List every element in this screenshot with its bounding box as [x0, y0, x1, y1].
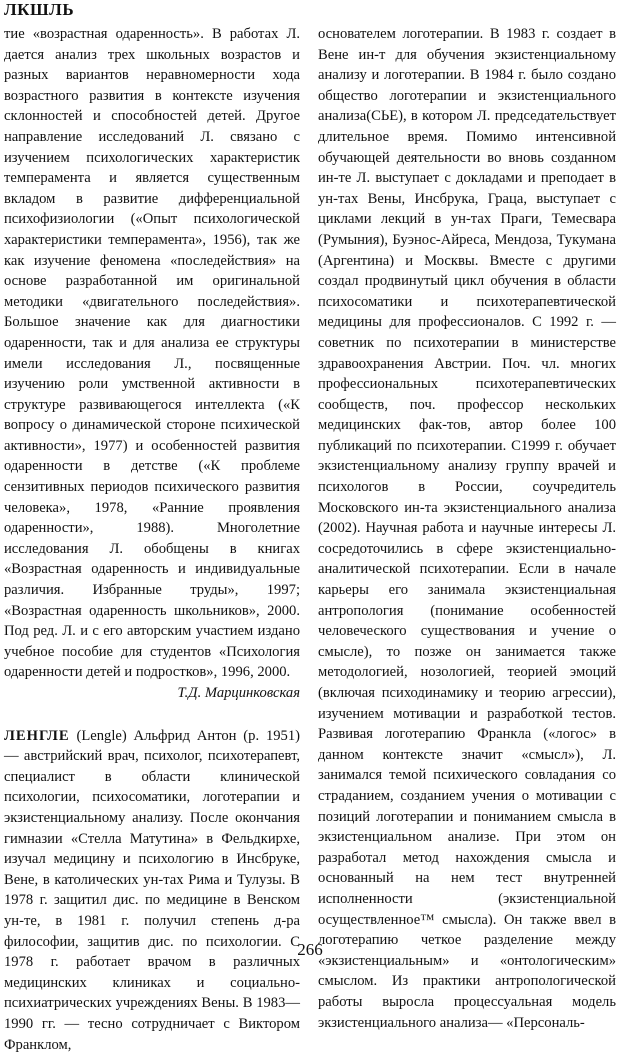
- dictionary-entry-lengle: [4, 726, 300, 1055]
- right-column: [318, 24, 616, 1033]
- entry-text: (Lengle) Альфрид Антон (р. 1951) — австрийский врач, психолог, психотерапевт, специалист в области клинической психологии, психосоматики, логотерапии и экзистенциальному анализу. После окончания гимназии «Стелла Матутина» в Фельдкирхе, изучал медицину и психологию в Инсбруке, Вене, в католических ун-тах Рима и Тулузы. В 1978 г. защитил дис. по медицине в Венском ун-те, в 1981 г. получил степень д-ра философии, защитив дис. по психологии. С 1978 г. работает врачом в различных медицинских клиниках и социально-психиатрических учреждениях Вены. В 1983— 1990 гг. — тесно сотрудничает с Виктором Франклом,: [4, 727, 300, 1053]
- left-column: [4, 24, 300, 1055]
- paragraph-right: основателем логотерапии. В 1983 г. создает в Вене ин-т для обучения экзистенциальному анализу и логотерапии. В 1984 г. было создано общество логотерапии и экзистенциального анализа(СЬЕ), в котором Л. председательствует длительное время. Помимо интенсивной обучающей деятельности во вновь созданном ин-те Л. выступает с докладами и преподает в ун-тах Вены, Инсбрука, Граца, выступает с циклами лекций в ун-тах Праги, Темесвара (Румыния), Буэнос-Айреса, Мендоза, Тукумана (Аргентина) и Москвы. Вместе с другими создал продвинутый цикл обучения в области психосоматики и психотерапевтической медицины для профессионалов. С 1992 г. — советник по психотерапии в министерстве здравоохранения Австрии. Поч. чл. многих профессиональных психотерапевтических сообществ, поч. профессор нескольких медицинских фак-тов, автор более 100 публикаций по психотерапии. С1999 г. обучает экзистенциальному анализу группу врачей и психологов в России, соучредитель Московского ин-та экзистенциального анализа (2002). Научная работа и научные интересы Л. сосредоточились в сфере экзистенциально-аналитической психотерапии. Если в начале карьеры его занимала экзистенциальная антропология (понимание особенностей человеческого существования и учение о смысле), то позже он занимается также методологией, нозологией, теорией эмоций (включая психодинамику и теорию агрессии), изучением мотивации и разработкой тестов. Развивая логотерапию Франкла («логос» в данном контексте значит «смысл»), Л. занимался темой психического совладания со страданием, созданием учения о мотивации с позиций логотерапии и пониманием смысла в экзистенциальном анализе. При этом он разработал метод нахождения смысла и основанный на нем тест внутренней исполненности (экзистенциальной осуществленное™ смысла). Он также ввел в логотерапию четкое разделение между «экзистенциальным» и «онтологическим» смыслом. Из практики антропологической работы выросла процессуальная модель экзистенциального анализа— «Персональ-: [318, 26, 616, 1031]
- entry-term: ЛЕНГЛЕ: [4, 727, 70, 744]
- paragraph-continued: тие «возрастная одаренность». В работах Л. дается анализ трех школьных возрастов и разных вариантов неравномерности хода возрастного развития в контексте изучения склонностей и способностей детей. Другое направление исследований Л. связано с изучением психологических характеристик темперамента и является существенным вкладом в развитие дифференциальной психофизиологии («Опыт психологической характеристики темперамента», 1956), так же как изучение феномена «последействия» на основе разработанной им оригинальной методики «двигательного последействия». Большое значение как для диагностики одаренности, так и для анализа ее структуры имели исследования Л., посвященные изучению роли умственной активности в структуре развивающегося интеллекта («К вопросу о динамической стороне психической активности», 1977) и особенностей развития одаренности в детстве («К проблеме сензитивных периодов психического развития человека», 1978, «Ранние проявления одаренности», 1988). Многолетние исследования Л. обобщены в книгах «Возрастная одаренность и индивидуальные различия. Избранные труды», 1997; «Возрастная одаренность школьников», 2000. Под ред. Л. и с его авторским участием издано учебное пособие для студентов «Психология одаренности детей и подростков», 1996, 2000.: [4, 26, 300, 681]
- page-number: 266: [297, 940, 323, 959]
- author-signature: Т.Д. Марцинковская: [177, 685, 300, 701]
- running-head: ЛКШЛЬ: [4, 0, 75, 19]
